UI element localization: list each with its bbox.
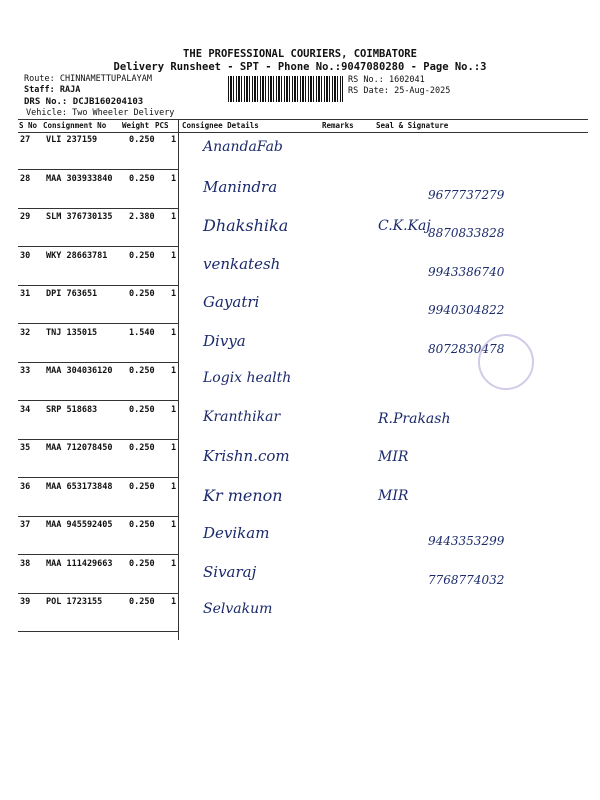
row-phone-handwriting: 9943386740: [428, 265, 505, 279]
row-consignee-handwriting: Kranthikar: [203, 409, 281, 425]
rs-date-value: 25-Aug-2025: [394, 86, 451, 96]
row-phone-handwriting: 8072830478: [428, 342, 505, 356]
row-weight: 1.540: [129, 328, 155, 338]
row-consignment-no: MAA 111429663: [46, 559, 113, 569]
row-consignee-handwriting: Gayatri: [203, 293, 260, 311]
row-consignee-handwriting: Sivaraj: [203, 563, 257, 581]
row-consignment-no: SRP 518683: [46, 405, 98, 415]
row-pcs: 1: [171, 328, 177, 338]
row-consignee-handwriting: Devikam: [203, 524, 270, 542]
col-header-consignee: Consignee Details: [182, 121, 259, 130]
row-weight: 0.250: [129, 174, 155, 184]
row-consignment-no: SLM 376730135: [46, 212, 113, 222]
row-divider: [18, 285, 178, 286]
row-consignment-no: WKY 28663781: [46, 251, 108, 261]
row-consignee-handwriting: Krishn.com: [203, 447, 290, 465]
table-top-border: [18, 119, 588, 120]
row-pcs: 1: [171, 520, 177, 530]
row-weight: 0.250: [129, 405, 155, 415]
row-weight: 0.250: [129, 251, 155, 261]
row-consignee-handwriting: Logix health: [203, 370, 292, 386]
vehicle-label: Vehicle:: [26, 108, 67, 118]
row-weight: 0.250: [129, 482, 155, 492]
row-consignment-no: TNJ 135015: [46, 328, 98, 338]
route-line: [24, 74, 152, 85]
drs-value: DCJB160204103: [72, 97, 144, 107]
row-consignment-no: POL 1723155: [46, 597, 103, 607]
staff-label: Staff:: [24, 85, 55, 95]
col-header-consignment: Consignment No: [43, 121, 107, 130]
row-pcs: 1: [171, 174, 177, 184]
staff-value: RAJA: [59, 85, 81, 95]
row-divider: [18, 169, 178, 170]
row-divider: [18, 362, 178, 363]
column-divider: [178, 120, 179, 640]
row-consignee-handwriting: Selvakum: [203, 601, 273, 617]
row-pcs: 1: [171, 251, 177, 261]
rs-no-value: 1602041: [388, 75, 425, 85]
row-divider: [18, 323, 178, 324]
row-signature-handwriting: MIR: [378, 488, 409, 504]
row-consignment-no: DPI 763651: [46, 289, 98, 299]
row-pcs: 1: [171, 212, 177, 222]
row-pcs: 1: [171, 443, 177, 453]
row-pcs: 1: [171, 405, 177, 415]
row-pcs: 1: [171, 135, 177, 145]
row-sno: 30: [20, 251, 31, 261]
rs-date-line: [348, 86, 450, 97]
row-divider: [18, 400, 178, 401]
row-signature-handwriting: C.K.Kaj: [378, 218, 431, 234]
row-weight: 0.250: [129, 520, 155, 530]
col-header-seal-signature: Seal & Signature: [376, 121, 449, 130]
route-value: CHINNAMETTUPALAYAM: [59, 74, 152, 84]
row-pcs: 1: [171, 482, 177, 492]
col-header-remarks: Remarks: [322, 121, 354, 130]
staff-line: [24, 85, 80, 96]
row-divider: [18, 516, 178, 517]
row-phone-handwriting: 9677737279: [428, 188, 505, 202]
row-weight: 0.250: [129, 289, 155, 299]
row-divider: [18, 554, 178, 555]
row-consignment-no: MAA 303933840: [46, 174, 113, 184]
row-divider: [18, 246, 178, 247]
row-sno: 34: [20, 405, 31, 415]
row-divider: [18, 208, 178, 209]
route-label: Route:: [24, 74, 55, 84]
rs-no-label: RS No.:: [348, 75, 384, 85]
rs-no-line: [348, 75, 425, 86]
row-signature-handwriting: R.Prakash: [378, 411, 451, 427]
row-sno: 28: [20, 174, 31, 184]
drs-line: [24, 97, 143, 108]
row-sno: 37: [20, 520, 31, 530]
row-phone-handwriting: 9443353299: [428, 534, 505, 548]
row-sno: 35: [20, 443, 31, 453]
row-consignee-handwriting: Manindra: [203, 178, 278, 196]
row-weight: 0.250: [129, 135, 155, 145]
row-consignee-handwriting: Dhakshika: [203, 216, 289, 235]
row-sno: 29: [20, 212, 31, 222]
col-header-sno: S No: [19, 121, 38, 130]
row-weight: 0.250: [129, 597, 155, 607]
row-divider: [18, 593, 178, 594]
row-weight: 0.250: [129, 559, 155, 569]
row-consignment-no: MAA 304036120: [46, 366, 113, 376]
col-header-pcs: PCS: [155, 121, 169, 130]
row-sno: 31: [20, 289, 31, 299]
header-bottom-border: [18, 132, 588, 133]
row-sno: 27: [20, 135, 31, 145]
col-header-weight: Weight: [122, 121, 150, 130]
row-consignment-no: VLI 237159: [46, 135, 98, 145]
row-pcs: 1: [171, 289, 177, 299]
row-sno: 36: [20, 482, 31, 492]
row-sno: 32: [20, 328, 31, 338]
row-consignment-no: MAA 653173848: [46, 482, 113, 492]
barcode: [228, 76, 343, 102]
row-sno: 33: [20, 366, 31, 376]
row-divider: [18, 477, 178, 478]
row-weight: 0.250: [129, 366, 155, 376]
document-subtitle: Delivery Runsheet - SPT - Phone No.:9047080280 - Page No.:3: [113, 61, 487, 73]
row-pcs: 1: [171, 366, 177, 376]
vehicle-line: [26, 108, 174, 119]
row-signature-handwriting: MIR: [378, 449, 409, 465]
row-consignment-no: MAA 712078450: [46, 443, 113, 453]
row-consignee-handwriting: AnandaFab: [203, 139, 283, 155]
row-sno: 38: [20, 559, 31, 569]
drs-label: DRS No.:: [24, 97, 68, 107]
row-phone-handwriting: 8870833828: [428, 226, 505, 240]
vehicle-value: Two Wheeler Delivery: [72, 108, 175, 118]
row-phone-handwriting: 7768774032: [428, 573, 505, 587]
row-divider: [18, 439, 178, 440]
row-consignment-no: MAA 945592405: [46, 520, 113, 530]
row-consignee-handwriting: venkatesh: [203, 255, 281, 273]
delivery-stamp: [478, 334, 534, 390]
document-title: THE PROFESSIONAL COURIERS, COIMBATORE: [183, 48, 417, 60]
row-consignee-handwriting: Kr menon: [203, 486, 283, 505]
row-divider: [18, 631, 178, 632]
rs-date-label: RS Date:: [348, 86, 389, 96]
row-pcs: 1: [171, 597, 177, 607]
row-weight: 2.380: [129, 212, 155, 222]
row-weight: 0.250: [129, 443, 155, 453]
row-consignee-handwriting: Divya: [203, 332, 246, 350]
row-phone-handwriting: 9940304822: [428, 303, 505, 317]
row-pcs: 1: [171, 559, 177, 569]
row-sno: 39: [20, 597, 31, 607]
